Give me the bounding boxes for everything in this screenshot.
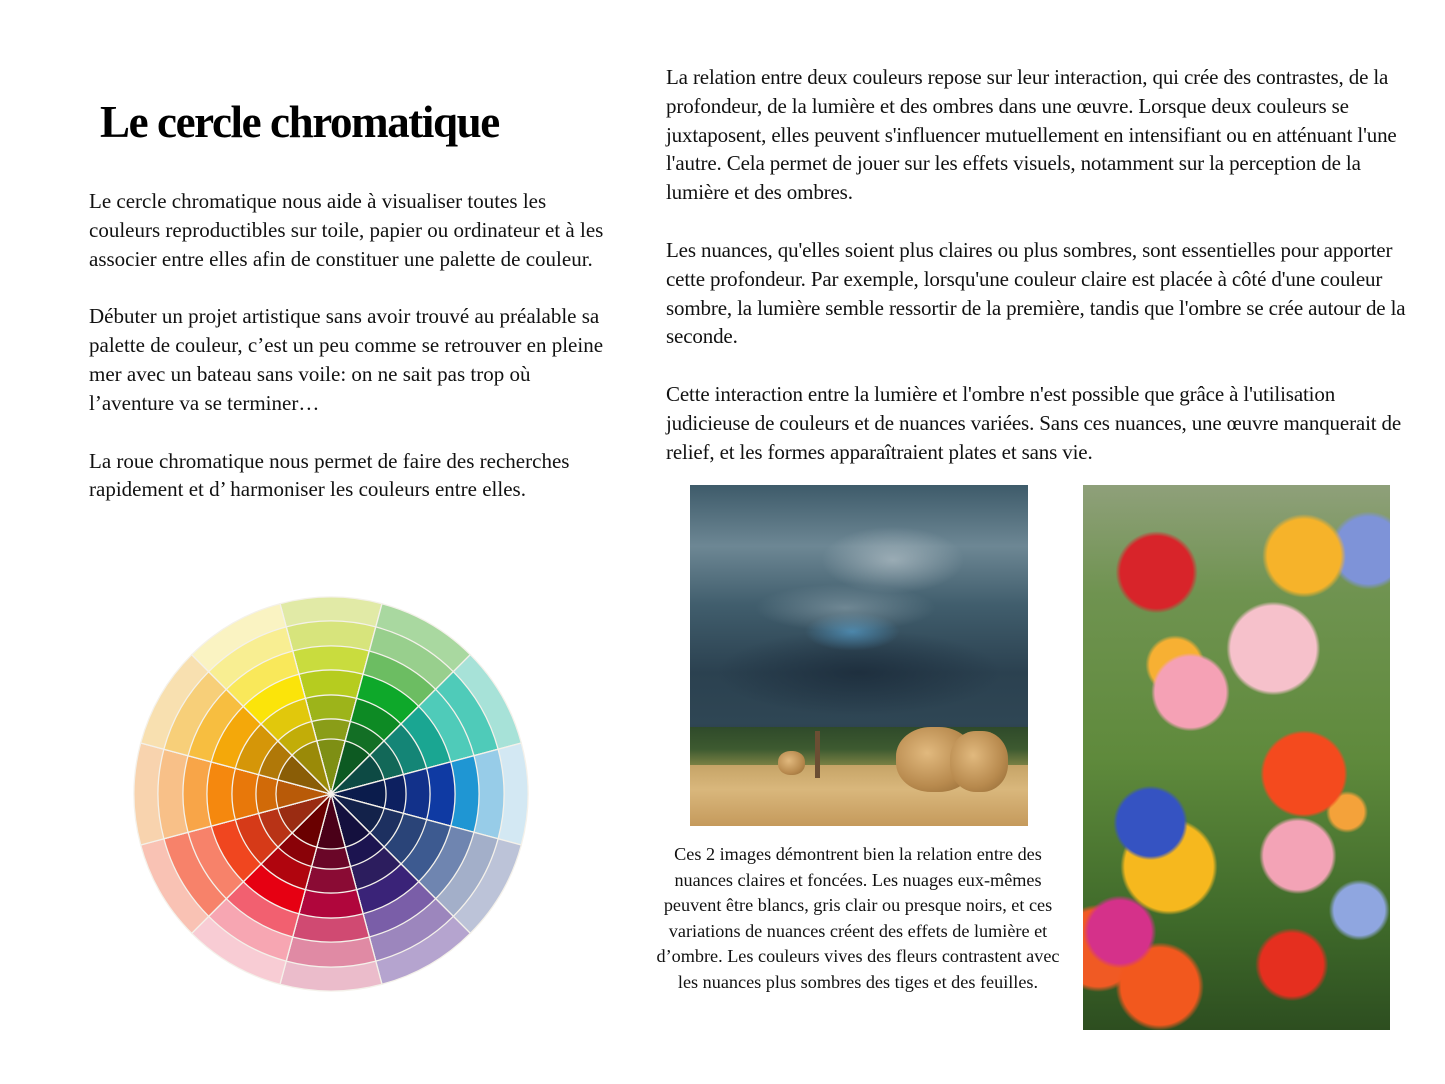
image-caption: Ces 2 images démontrent bien la relation entre des nuances claires et foncées. Les nuages eux-mêmes peuvent être blancs, gris clair ou presque noirs, et ces variations de nuances créent des effets de lumière et d’ombre. Les couleurs vives des fleurs contrastent avec les nuances plus sombres des tiges et des feuilles. xyxy=(656,844,1060,992)
wildflowers-photo xyxy=(1083,485,1390,1030)
wooden-post xyxy=(815,731,820,779)
color-wheel-diagram xyxy=(131,594,531,994)
intro-paragraph: Débuter un projet artistique sans avoir trouvé au préalable sa palette de couleur, c’est un peu comme se retrouver en pleine mer avec un bateau sans voile: on ne sait pas trop où l’aventure va se terminer… xyxy=(89,304,604,415)
page-title: Le cercle chromatique xyxy=(100,97,499,147)
intro-paragraph: Le cercle chromatique nous aide à visualiser toutes les couleurs reproductibles sur toile, papier ou ordinateur et à les associer entre elles afin de constituer une palette de couleur. xyxy=(89,189,604,271)
explanation-text-column xyxy=(666,63,1411,496)
storm-field-photo xyxy=(690,485,1028,826)
hay-bale-large xyxy=(950,731,1007,792)
explanation-paragraph: Cette interaction entre la lumière et l'ombre n'est possible que grâce à l'utilisation judicieuse de couleurs et de nuances variées. Sans ces nuances, une œuvre manquerait de relief, et les formes apparaîtraient plates et sans vie. xyxy=(666,382,1402,464)
explanation-paragraph: La relation entre deux couleurs repose sur leur interaction, qui crée des contrastes, de la profondeur, de la lumière et des ombres dans une œuvre. Lorsque deux couleurs se juxtaposent, elles peuvent s'influencer mutuellement en intensifiant ou en atténuant l'une l'autre. Cela permet de jouer sur les effets visuels, notamment sur la perception de la lumière et des ombres. xyxy=(666,65,1397,205)
explanation-paragraph: Les nuances, qu'elles soient plus claires ou plus sombres, sont essentielles pour apporter cette profondeur. Par exemple, lorsqu'une couleur claire est placée à côté d'une couleur sombre, la lumière semble ressortir de la première, tandis que l'ombre se crée autour de la seconde. xyxy=(666,237,1406,349)
intro-paragraph: La roue chromatique nous permet de faire des recherches rapidement et d’ harmoniser les couleurs entre elles. xyxy=(89,448,570,502)
intro-text-column xyxy=(89,187,609,533)
hay-bale-small xyxy=(778,751,805,775)
